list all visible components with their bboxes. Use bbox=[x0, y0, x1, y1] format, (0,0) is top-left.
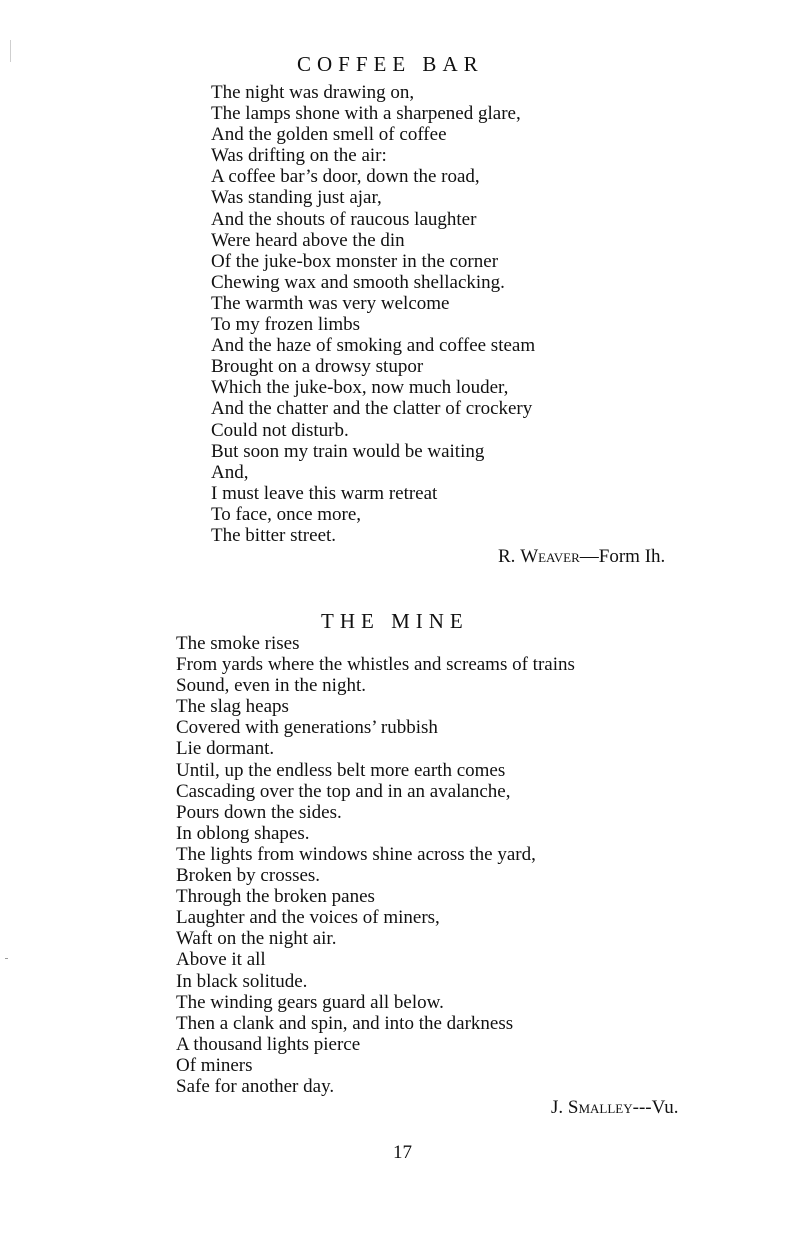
poem-line: The smoke rises bbox=[176, 633, 300, 654]
poem-line: Chewing wax and smooth shellacking. bbox=[211, 271, 505, 293]
poem-line: Could not disturb. bbox=[211, 419, 349, 441]
author-initial: J. bbox=[551, 1097, 568, 1118]
poem-line: Above it all bbox=[176, 949, 266, 971]
poem-line: And the shouts of raucous laughter bbox=[211, 208, 477, 230]
poem-line: To face, once more, bbox=[211, 503, 362, 525]
author-signature-weaver bbox=[498, 546, 665, 568]
poem-line: The bitter street. bbox=[211, 524, 337, 546]
poem-line: Was drifting on the air: bbox=[211, 145, 387, 167]
poem-line: To my frozen limbs bbox=[211, 314, 361, 336]
poem-line: The lamps shone with a sharpened glare, bbox=[211, 103, 521, 125]
poem-line: The winding gears guard all below. bbox=[176, 991, 444, 1013]
author-surname: Weaver bbox=[520, 546, 580, 567]
poem-title-the-mine: THE MINE bbox=[321, 609, 469, 633]
poem-line: The night was drawing on, bbox=[211, 82, 415, 103]
poem-line: And, bbox=[211, 461, 249, 483]
poem-line: Brought on a drowsy stupor bbox=[211, 356, 424, 378]
poem-line: Cascading over the top and in an avalanche, bbox=[176, 780, 511, 802]
poem-line: Lie dormant. bbox=[176, 738, 275, 760]
poem-line: Safe for another day. bbox=[176, 1075, 335, 1097]
poem-line: Of miners bbox=[176, 1054, 253, 1076]
page-edge-speck bbox=[5, 958, 8, 959]
author-initial: R. bbox=[498, 546, 521, 567]
poem-line: Until, up the endless belt more earth comes bbox=[176, 759, 506, 781]
poem-line: Laughter and the voices of miners, bbox=[176, 907, 440, 929]
poem-line: And the haze of smoking and coffee steam bbox=[211, 335, 536, 357]
poem-line: A thousand lights pierce bbox=[176, 1033, 361, 1055]
poem-line: In oblong shapes. bbox=[176, 822, 310, 844]
author-form: ---Vu. bbox=[632, 1097, 679, 1118]
poem-title-coffee-bar: COFFEE BAR bbox=[297, 52, 484, 76]
poem-line: The slag heaps bbox=[176, 696, 289, 718]
poem-line: And the golden smell of coffee bbox=[211, 124, 447, 146]
page-number: 17 bbox=[393, 1142, 412, 1163]
poem-line: Waft on the night air. bbox=[176, 928, 337, 950]
poem-line: Through the broken panes bbox=[176, 886, 375, 908]
poem-line: Broken by crosses. bbox=[176, 865, 321, 887]
author-signature-smalley bbox=[551, 1097, 678, 1119]
poem-body-coffee-bar bbox=[211, 82, 535, 546]
poem-line: A coffee bar’s door, down the road, bbox=[211, 166, 480, 188]
author-form: —Form Ih. bbox=[579, 546, 666, 567]
author-surname: Smalley bbox=[567, 1097, 633, 1118]
poem-line: Then a clank and spin, and into the darkness bbox=[176, 1012, 514, 1034]
poem-line: Was standing just ajar, bbox=[211, 187, 382, 209]
poem-line: Were heard above the din bbox=[211, 229, 405, 251]
poem-line: Pours down the sides. bbox=[176, 801, 342, 823]
poem-line: Covered with generations’ rubbish bbox=[176, 717, 438, 739]
poem-line: From yards where the whistles and screams of trains bbox=[176, 654, 575, 676]
poem-line: I must leave this warm retreat bbox=[211, 482, 438, 504]
page-edge-mark bbox=[10, 40, 11, 62]
poem-line: Which the juke-box, now much louder, bbox=[211, 377, 509, 399]
poem-line: But soon my train would be waiting bbox=[211, 440, 485, 462]
poem-line: And the chatter and the clatter of crockery bbox=[211, 398, 533, 420]
poem-line: Sound, even in the night. bbox=[176, 675, 366, 697]
poem-line: Of the juke-box monster in the corner bbox=[211, 250, 499, 272]
poem-body-the-mine bbox=[176, 633, 575, 1097]
poem-line: The lights from windows shine across the yard, bbox=[176, 843, 536, 865]
poem-line: The warmth was very welcome bbox=[211, 292, 450, 314]
poem-line: In black solitude. bbox=[176, 970, 308, 992]
